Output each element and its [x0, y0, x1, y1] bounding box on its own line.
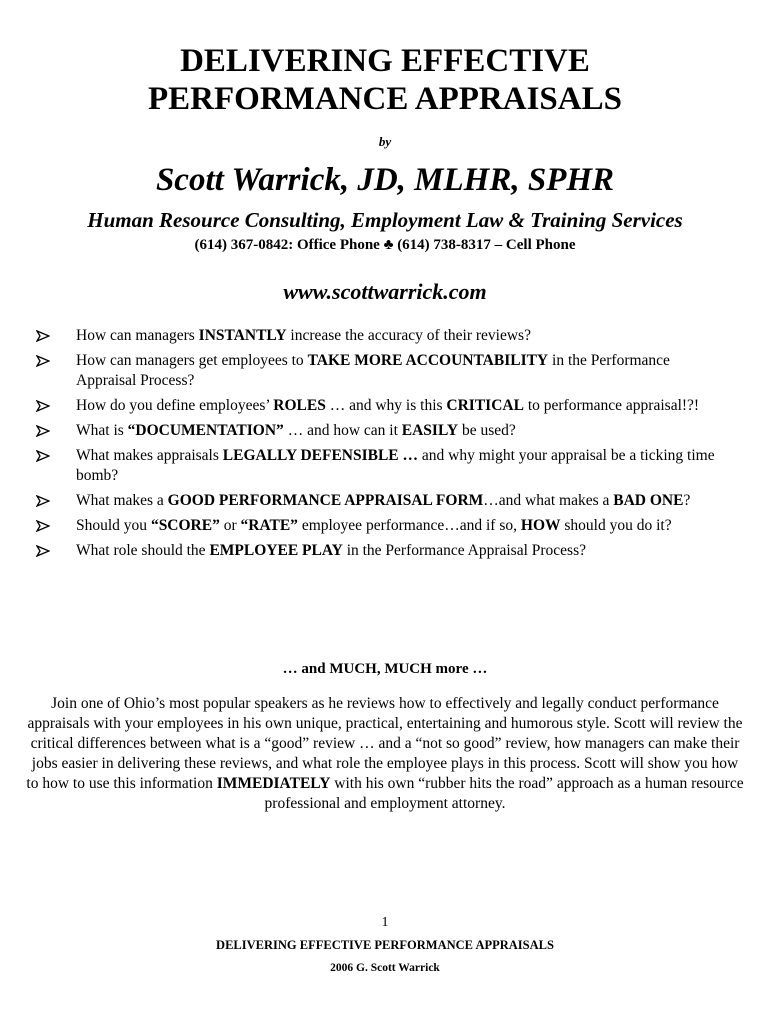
question-item — [0, 491, 770, 511]
question-text: … and why is this — [325, 397, 447, 414]
question-item — [0, 326, 770, 346]
question-text: or — [219, 517, 241, 534]
author-tagline: Human Resource Consulting, Employment Law & Training Services — [87, 208, 683, 232]
footer-copyright: 2006 G. Scott Warrick — [330, 962, 440, 974]
question-emphasis: LEGALLY DEFENSIBLE … — [222, 447, 419, 464]
question-text: and why might your appraisal be a ticking time bomb? — [76, 447, 715, 484]
question-emphasis: GOOD PERFORMANCE APPRAISAL FORM — [167, 492, 484, 509]
question-emphasis: INSTANTLY — [198, 327, 287, 344]
question-item — [0, 421, 770, 441]
question-text: How can managers get employees to — [76, 352, 308, 369]
more-text: … and MUCH, MUCH more … — [282, 661, 488, 677]
question-text: … and how can it — [283, 422, 402, 439]
website-link[interactable]: www.scottwarrick.com — [283, 279, 487, 304]
question-text: increase the accuracy of their reviews? — [286, 327, 531, 344]
question-item — [0, 396, 770, 416]
question-text: What role should the — [76, 542, 210, 559]
description-text-end: with his own “rubber hits the road” approach as a human resource professional and employment attorney. — [264, 775, 744, 812]
question-text: should you do it? — [560, 517, 672, 534]
question-text: How can managers — [76, 327, 199, 344]
contact-phones: (614) 367-0842: Office Phone ♣ (614) 738-8317 – Cell Phone — [194, 237, 576, 253]
arrowhead-bullet-icon — [36, 400, 50, 412]
question-text: to performance appraisal!?! — [523, 397, 700, 414]
question-item — [0, 351, 770, 391]
question-text: be used? — [458, 422, 516, 439]
arrowhead-bullet-icon — [36, 545, 50, 557]
question-text: …and what makes a — [483, 492, 614, 509]
arrowhead-bullet-icon — [36, 330, 50, 342]
description-paragraph — [26, 694, 744, 814]
arrowhead-bullet-icon — [36, 520, 50, 532]
question-emphasis: BAD ONE — [613, 492, 684, 509]
question-emphasis: HOW — [520, 517, 561, 534]
question-text: How do you define employees’ — [76, 397, 274, 414]
author-name: Scott Warrick, JD, MLHR, SPHR — [155, 162, 615, 198]
arrowhead-bullet-icon — [36, 450, 50, 462]
question-text: in the Performance Appraisal Process? — [342, 542, 586, 559]
question-text: What is — [76, 422, 128, 439]
question-emphasis: CRITICAL — [446, 397, 524, 414]
question-emphasis: “RATE” — [240, 517, 298, 534]
question-list — [0, 326, 770, 566]
question-item — [0, 446, 770, 486]
description-text: Join one of Ohio’s most popular speakers as he reviews how to effectively and legally conduct performance appraisals with your employees in his own unique, practical, entertaining and humorous style. Scott will review the critical differences between what is a “good” review … and a “not so good” review, how managers can make their jobs easier in delivering these reviews, and what role the employee plays in this process. Scott will show you how to how to use this information — [26, 695, 743, 792]
page-number: 1 — [381, 915, 389, 930]
question-item — [0, 516, 770, 536]
byline: by — [378, 134, 392, 149]
question-emphasis: “DOCUMENTATION” — [127, 422, 284, 439]
question-text: Should you — [76, 517, 151, 534]
question-emphasis: EASILY — [401, 422, 459, 439]
footer-title: DELIVERING EFFECTIVE PERFORMANCE APPRAISALS — [216, 938, 554, 952]
arrowhead-bullet-icon — [36, 355, 50, 367]
question-text: What makes a — [76, 492, 168, 509]
arrowhead-bullet-icon — [36, 425, 50, 437]
question-emphasis: TAKE MORE ACCOUNTABILITY — [307, 352, 549, 369]
question-item — [0, 541, 770, 561]
description-emphasis: IMMEDIATELY — [216, 775, 331, 792]
question-text: What makes appraisals — [76, 447, 223, 464]
question-text: employee performance…and if so, — [297, 517, 521, 534]
document-title-line-2: PERFORMANCE APPRAISALS — [148, 81, 622, 117]
question-emphasis: EMPLOYEE PLAY — [209, 542, 343, 559]
arrowhead-bullet-icon — [36, 495, 50, 507]
question-text: in the Performance Appraisal Process? — [76, 352, 670, 389]
question-emphasis: ROLES — [273, 397, 326, 414]
question-text: ? — [683, 492, 691, 509]
question-emphasis: “SCORE” — [150, 517, 220, 534]
document-title-line-1: DELIVERING EFFECTIVE — [180, 43, 590, 79]
